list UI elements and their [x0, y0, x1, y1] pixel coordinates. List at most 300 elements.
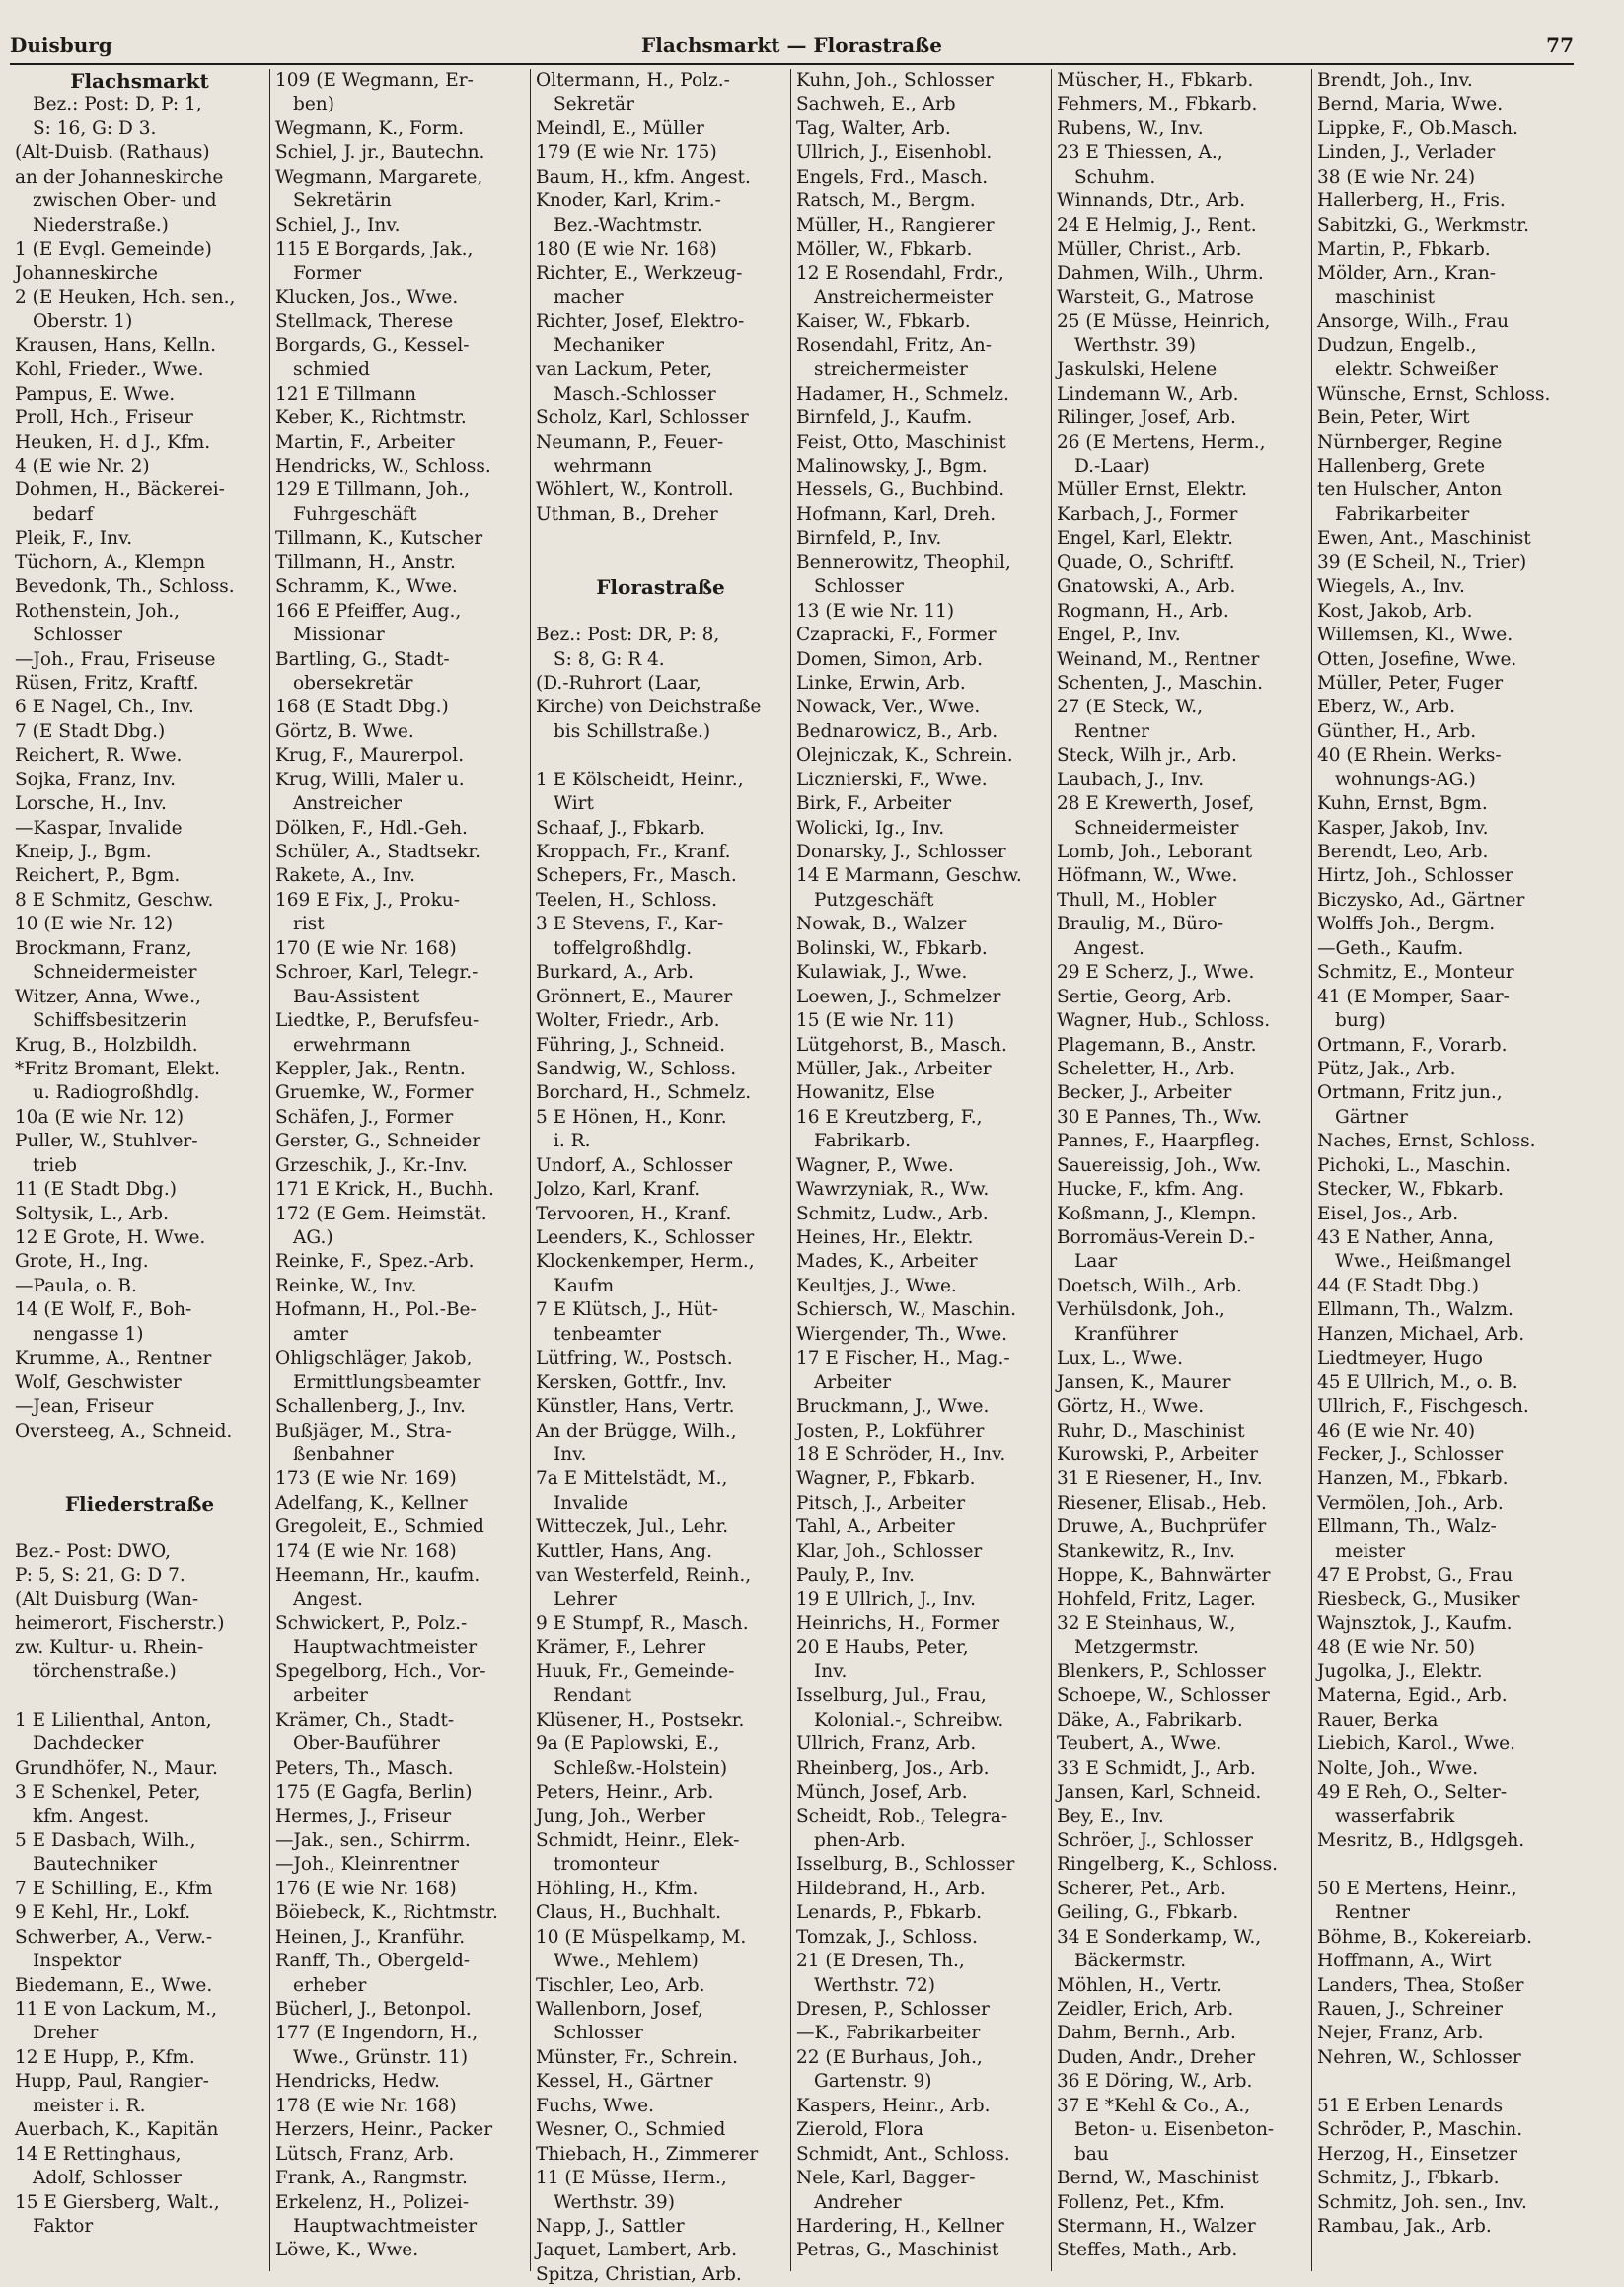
- directory-entry-line: Ruhr, D., Maschinist: [1057, 1420, 1245, 1441]
- directory-entry-line: Biczysko, Ad., Gärtner: [1317, 889, 1525, 911]
- directory-entry-line: Stecker, W., Fbkarb.: [1317, 1179, 1505, 1201]
- directory-entry-line: 1 E Lilienthal, Anton,: [15, 1709, 212, 1731]
- directory-entry-line: wohnungs-AG.): [1335, 769, 1476, 790]
- directory-entry-line: Hallerberg, H., Fris.: [1317, 190, 1506, 212]
- directory-entry-line: Schiel, J. jr., Bautechn.: [275, 142, 485, 164]
- directory-entry-line: Lütgehorst, B., Masch.: [796, 1034, 1007, 1056]
- directory-entry-line: Oltermann, H., Polz.-: [536, 70, 730, 91]
- directory-entry-line: Kroppach, Fr., Kranf.: [536, 842, 731, 862]
- directory-entry-line: Sekretär: [554, 94, 634, 115]
- directory-entry-line: Wagner, P., Fbkarb.: [796, 1468, 976, 1490]
- directory-entry-line: Borchard, H., Schmelz.: [536, 1082, 752, 1104]
- directory-entry-line: Braulig, M., Büro-: [1057, 914, 1224, 935]
- directory-entry-line: Nowack, Ver., Wwe.: [796, 697, 981, 718]
- directory-entry-line: Materna, Egid., Arb.: [1317, 1685, 1508, 1707]
- directory-entry-line: Olejniczak, K., Schrein.: [796, 745, 1013, 767]
- directory-entry-line: Schwerber, A., Verw.-: [15, 1926, 213, 1948]
- directory-entry-line: —Joh., Frau, Friseuse: [15, 648, 216, 670]
- directory-entry-line: Gnatowski, A., Arb.: [1057, 576, 1236, 598]
- directory-entry-line: Eisel, Jos., Arb.: [1317, 1203, 1459, 1224]
- directory-entry-line: Schmitz, Ludw., Arb.: [796, 1203, 989, 1224]
- directory-entry-line: Rendant: [554, 1685, 632, 1707]
- directory-entry-line: 26 (E Mertens, Herm.,: [1057, 431, 1266, 453]
- directory-entry-line: Malinowsky, J., Bgm.: [796, 456, 988, 477]
- directory-entry-line: 115 E Borgards, Jak.,: [275, 239, 474, 260]
- directory-entry-line: Kasper, Jakob, Inv.: [1317, 817, 1489, 839]
- directory-entry-line: Jaquet, Lambert, Arb.: [536, 2240, 737, 2261]
- directory-entry-line: Steffes, Math., Arb.: [1057, 2240, 1238, 2261]
- directory-entry-line: Kranführer: [1074, 1323, 1178, 1345]
- directory-entry-line: Wegmann, Margarete,: [275, 166, 483, 187]
- directory-entry-line: Blenkers, P., Schlosser: [1057, 1660, 1266, 1682]
- directory-entry-line: Müller, Jak., Arbeiter: [796, 1058, 992, 1079]
- directory-entry-line: Gartenstr. 9): [814, 2071, 932, 2093]
- directory-entry-line: Liebich, Karol., Wwe.: [1317, 1734, 1516, 1755]
- directory-entry-line: Schiersch, W., Maschin.: [796, 1299, 1017, 1321]
- directory-entry-line: ben): [293, 94, 334, 115]
- directory-entry-line: Krumme, A., Rentner: [15, 1348, 212, 1369]
- directory-entry-line: Scholz, Karl, Schlosser: [536, 407, 749, 429]
- directory-entry-line: Follenz, Pet., Kfm.: [1057, 2191, 1225, 2213]
- directory-entry-line: 21 (E Dresen, Th.,: [796, 1951, 965, 1972]
- directory-entry-line: Loewen, J., Schmelzer: [796, 986, 1001, 1007]
- directory-entry-line: Richter, E., Werkzeug-: [536, 262, 743, 284]
- header-city: Duisburg: [10, 34, 112, 57]
- directory-entry-line: [536, 552, 785, 575]
- directory-entry-line: Martin, P., Fbkarb.: [1317, 239, 1491, 260]
- directory-entry-line: Gerster, G., Schneider: [275, 1131, 481, 1152]
- directory-entry-line: Quade, O., Schriftf.: [1057, 552, 1235, 573]
- directory-entry-line: an der Johanneskirche: [15, 166, 224, 187]
- directory-entry-line: Uthman, B., Dreher: [536, 503, 718, 525]
- directory-entry-line: Laubach, J., Inv.: [1057, 769, 1205, 790]
- directory-entry-line: Czapracki, F., Former: [796, 625, 997, 646]
- directory-entry-line: van Westerfeld, Reinh.,: [536, 1565, 752, 1586]
- directory-entry-line: Wwe., Mehlem): [554, 1951, 699, 1972]
- directory-entry-line: Bruckmann, J., Wwe.: [796, 1396, 990, 1418]
- directory-entry-line: Rheinberg, Jos., Arb.: [796, 1757, 990, 1779]
- directory-entry-line: Witzer, Anna, Wwe.,: [15, 986, 201, 1007]
- directory-entry-line: Jaskulski, Helene: [1057, 359, 1218, 381]
- directory-entry-line: 27 (E Steck, W.,: [1057, 697, 1203, 718]
- directory-entry-line: Kurowski, P., Arbeiter: [1057, 1443, 1259, 1465]
- directory-entry-line: 6 E Nagel, Ch., Inv.: [15, 697, 194, 718]
- directory-entry-line: Kaspers, Heinr., Arb.: [796, 2095, 991, 2116]
- directory-entry-line: Tillmann, H., Anstr.: [275, 552, 456, 573]
- directory-entry-line: [536, 744, 785, 768]
- directory-entry-line: Führing, J., Schneid.: [536, 1034, 726, 1056]
- directory-entry-line: Kaiser, W., Fbkarb.: [796, 311, 971, 332]
- directory-entry-line: Münster, Fr., Schrein.: [536, 2046, 738, 2068]
- directory-entry-line: Fecker, J., Schlosser: [1317, 1443, 1504, 1465]
- directory-entry-line: Huuk, Fr., Gemeinde-: [536, 1660, 735, 1682]
- directory-entry-line: An der Brügge, Wilh.,: [536, 1420, 737, 1441]
- directory-entry-line: Domen, Simon, Arb.: [796, 648, 984, 670]
- directory-entry-line: Schuhm.: [1074, 166, 1156, 187]
- directory-entry-line: Ullrich, F., Fischgesch.: [1317, 1396, 1529, 1418]
- directory-entry-line: —Jak., sen., Schirrm.: [275, 1829, 471, 1851]
- directory-entry-line: Leenders, K., Schlosser: [536, 1227, 755, 1248]
- directory-entry-line: Grzeschik, J., Kr.-Inv.: [275, 1154, 468, 1176]
- directory-entry-line: Angest.: [293, 1588, 363, 1610]
- directory-entry-line: Grote, H., Ing.: [15, 1251, 149, 1273]
- directory-entry-line: erheber: [293, 1974, 367, 1996]
- directory-entry-line: Herzog, H., Einsetzer: [1317, 2143, 1517, 2165]
- directory-entry-line: Kulawiak, J., Wwe.: [796, 962, 968, 984]
- directory-entry-line: Lux, L., Wwe.: [1057, 1348, 1184, 1369]
- directory-entry-line: 28 E Krewerth, Josef,: [1057, 793, 1255, 815]
- directory-entry-line: Schroer, Karl, Telegr.-: [275, 962, 479, 984]
- directory-entry-line: Isselburg, Jul., Frau,: [796, 1685, 987, 1707]
- directory-entry-line: 168 (E Stadt Dbg.): [275, 697, 449, 718]
- directory-entry-line: Anstreicher: [293, 793, 402, 815]
- directory-entry-line: 14 E Marmann, Geschw.: [796, 865, 1022, 887]
- directory-entry-line: Heemann, Hr., kaufm.: [275, 1565, 480, 1586]
- directory-entry-line: Hanzen, Michael, Arb.: [1317, 1323, 1525, 1345]
- directory-entry-line: Lehrer: [554, 1588, 617, 1610]
- directory-entry-line: Kost, Jakob, Arb.: [1317, 600, 1473, 622]
- directory-entry-line: Mades, K., Arbeiter: [796, 1251, 978, 1273]
- directory-entry-line: 44 (E Stadt Dbg.): [1317, 1275, 1479, 1296]
- directory-entry-line: Fabrikarbeiter: [1335, 503, 1470, 525]
- directory-entry-line: Verhülsdonk, Joh.,: [1057, 1299, 1225, 1321]
- directory-entry-line: Knoder, Karl, Krim.-: [536, 190, 721, 212]
- directory-entry-line: Rogmann, H., Arb.: [1057, 600, 1229, 622]
- directory-entry-line: Naches, Ernst, Schloss.: [1317, 1131, 1536, 1152]
- directory-entry-line: 1 E Kölscheidt, Heinr.,: [536, 769, 744, 790]
- directory-entry-line: 24 E Helmig, J., Rent.: [1057, 214, 1257, 236]
- directory-entry-line: Zeidler, Erich, Arb.: [1057, 1999, 1234, 2020]
- directory-entry-line: Jansen, Karl, Schneid.: [1057, 1782, 1262, 1804]
- directory-entry-line: Hadamer, H., Schmelz.: [796, 383, 1009, 405]
- directory-entry-line: Neumann, P., Feuer-: [536, 431, 724, 453]
- directory-entry-line: 32 E Steinhaus, W.,: [1057, 1613, 1236, 1634]
- directory-entry-line: Ortmann, F., Vorarb.: [1317, 1034, 1508, 1056]
- directory-entry-line: Krämer, Ch., Stadt-: [275, 1709, 455, 1731]
- directory-entry-line: 178 (E wie Nr. 168): [275, 2095, 457, 2116]
- directory-entry-line: Hendricks, Hedw.: [275, 2071, 440, 2093]
- directory-entry-line: Zierold, Flora: [796, 2119, 923, 2141]
- directory-entry-line: Sauereissig, Joh., Ww.: [1057, 1154, 1262, 1176]
- directory-entry-line: Ermittlungsbeamter: [293, 1371, 481, 1393]
- directory-entry-line: Ellmann, Th., Walz-: [1317, 1516, 1497, 1538]
- directory-entry-line: Otten, Josefine, Wwe.: [1317, 648, 1517, 670]
- directory-entry-line: Müller, Peter, Fuger: [1317, 672, 1504, 694]
- street-heading: Fliederstraße: [64, 1491, 215, 1515]
- directory-entry-line: Teelen, H., Schloss.: [536, 889, 717, 911]
- directory-entry-line: Jugolka, J., Elektr.: [1317, 1660, 1483, 1682]
- directory-entry-line: Thiebach, H., Zimmerer: [536, 2143, 759, 2165]
- directory-entry-line: 30 E Pannes, Th., Ww.: [1057, 1106, 1262, 1128]
- directory-entry-line: Birnfeld, P., Inv.: [796, 528, 942, 550]
- directory-entry-line: Bau-Assistent: [293, 986, 420, 1007]
- directory-entry-line: Kuttler, Hans, Ang.: [536, 1540, 712, 1562]
- directory-entry-line: Hohfeld, Fritz, Lager.: [1057, 1588, 1256, 1610]
- directory-entry-line: 9a (E Paplowski, E.,: [536, 1734, 720, 1755]
- street-heading: Flachsmarkt: [70, 69, 209, 93]
- directory-entry-line: Grundhöfer, N., Maur.: [15, 1757, 218, 1779]
- directory-entry-line: Bey, E., Inv.: [1057, 1806, 1164, 1827]
- directory-column: [1312, 69, 1573, 2271]
- directory-entry-line: Engels, Frd., Masch.: [796, 166, 989, 187]
- directory-entry-line: Nele, Karl, Bagger-: [796, 2168, 976, 2189]
- directory-entry-line: Wawrzyniak, R., Ww.: [796, 1179, 990, 1201]
- directory-entry-line: 10 (E Müspelkamp, M.: [536, 1926, 747, 1948]
- directory-entry-line: Soltysik, L., Arb.: [15, 1203, 169, 1224]
- directory-entry-line: Druwe, A., Buchprüfer: [1057, 1516, 1267, 1538]
- directory-entry-line: 109 (E Wegmann, Er-: [275, 70, 474, 91]
- directory-entry-line: Tillmann, K., Kutscher: [275, 528, 483, 550]
- directory-entry-line: Kneip, J., Bgm.: [15, 842, 152, 862]
- directory-entry-line: 47 E Probst, G., Frau: [1317, 1565, 1513, 1586]
- directory-entry-line: Schneidermeister: [1074, 817, 1239, 839]
- directory-entry-line: Schenten, J., Maschin.: [1057, 672, 1263, 694]
- directory-entry-line: Bez.: Post: D, P: 1,: [33, 94, 202, 115]
- directory-entry-line: Kirche) von Deichstraße: [536, 697, 762, 718]
- directory-entry-line: (Alt-Duisb. (Rathaus): [15, 142, 210, 164]
- directory-entry-line: ßenbahner: [293, 1443, 394, 1465]
- directory-entry-line: Wiegels, A., Inv.: [1317, 576, 1465, 598]
- directory-entry-line: Johanneskirche: [15, 262, 158, 284]
- directory-entry-line: 8 E Schmitz, Geschw.: [15, 889, 214, 911]
- directory-entry-line: Lütfring, W., Postsch.: [536, 1348, 733, 1369]
- directory-entry-line: 14 E Rettinghaus,: [15, 2143, 182, 2165]
- directory-entry-line: phen-Arb.: [814, 1829, 906, 1851]
- directory-entry-line: Bolinski, W., Fbkarb.: [796, 937, 988, 959]
- directory-entry-line: Schiffsbesitzerin: [33, 1010, 187, 1032]
- directory-entry-line: Nolte, Joh., Wwe.: [1317, 1757, 1479, 1779]
- directory-entry-line: 7a E Mittelstädt, M.,: [536, 1468, 728, 1490]
- directory-entry-line: Witteczek, Jul., Lehr.: [536, 1516, 729, 1538]
- directory-entry-line: Bartling, G., Stadt-: [275, 648, 450, 670]
- directory-entry-line: 7 E Klütsch, J., Hüt-: [536, 1299, 719, 1321]
- directory-entry-line: Schmidt, Ant., Schloss.: [796, 2143, 1010, 2165]
- directory-entry-line: Möhlen, H., Vertr.: [1057, 1974, 1222, 1996]
- directory-entry-line: Sojka, Franz, Inv.: [15, 769, 177, 790]
- directory-entry-line: Kersken, Gottfr., Inv.: [536, 1371, 727, 1393]
- directory-entry-line: Werthstr. 72): [814, 1974, 935, 1996]
- directory-entry-line: Sabitzki, G., Werkmstr.: [1317, 214, 1529, 236]
- directory-entry-line: Rosendahl, Fritz, An-: [796, 334, 992, 356]
- directory-entry-line: Dohmen, H., Bäckerei-: [15, 480, 225, 501]
- directory-entry-line: 36 E Döring, W., Arb.: [1057, 2071, 1253, 2093]
- directory-entry-line: Keultjes, J., Wwe.: [796, 1275, 957, 1296]
- page-number: 77: [1546, 34, 1574, 57]
- directory-entry-line: amter: [293, 1323, 348, 1345]
- directory-entry-line: 175 (E Gagfa, Berlin): [275, 1782, 473, 1804]
- directory-entry-line: Pannes, F., Haarpfleg.: [1057, 1131, 1261, 1152]
- directory-entry-line: Fabrikarb.: [814, 1131, 912, 1152]
- directory-entry-line: Wöhlert, W., Kontroll.: [536, 480, 734, 501]
- directory-entry-line: 177 (E Ingendorn, H.,: [275, 2023, 479, 2044]
- directory-entry-line: 29 E Scherz, J., Wwe.: [1057, 962, 1255, 984]
- directory-entry-line: Ullrich, J., Eisenhobl.: [796, 142, 993, 164]
- directory-entry-line: Inspektor: [33, 1951, 122, 1972]
- directory-entry-line: Heinen, J., Kranführ.: [275, 1926, 466, 1948]
- directory-entry-line: 5 E Dasbach, Wilh.,: [15, 1829, 196, 1851]
- directory-entry-line: Reichert, P., Bgm.: [15, 865, 181, 887]
- directory-entry-line: Tüchorn, A., Klempn: [15, 552, 206, 573]
- directory-entry-line: 48 (E wie Nr. 50): [1317, 1637, 1476, 1659]
- directory-entry-line: van Lackum, Peter,: [536, 359, 713, 381]
- directory-entry-line: Höhling, H., Kfm.: [536, 1878, 699, 1899]
- directory-entry-line: Meindl, E., Müller: [536, 117, 704, 139]
- directory-entry-line: Ellmann, Th., Walzm.: [1317, 1299, 1513, 1321]
- directory-entry-line: Wwe., Grünstr. 11): [293, 2046, 469, 2068]
- directory-entry-line: 15 E Giersberg, Walt.,: [15, 2191, 220, 2213]
- directory-entry-line: Beton- u. Eisenbeton-: [1074, 2119, 1275, 2141]
- directory-entry-line: Borgards, G., Kessel-: [275, 334, 470, 356]
- directory-entry-line: Warsteit, G., Matrose: [1057, 286, 1254, 308]
- directory-entry-line: 51 E Erben Lenards: [1317, 2095, 1504, 2116]
- directory-entry-line: Gruemke, W., Former: [275, 1082, 474, 1104]
- directory-entry-line: Lippke, F., Ob.Masch.: [1317, 117, 1518, 139]
- directory-entry-line: (D.-Ruhrort (Laar,: [536, 672, 701, 694]
- directory-entry-line: 3 E Stevens, F., Kar-: [536, 914, 724, 935]
- directory-entry-line: Sandwig, W., Schloss.: [536, 1058, 737, 1079]
- directory-entry-line: Ratsch, M., Bergm.: [796, 190, 976, 212]
- directory-entry-line: (Alt Duisburg (Wan-: [15, 1588, 199, 1610]
- directory-entry-line: 46 (E wie Nr. 40): [1317, 1420, 1476, 1441]
- directory-entry-line: Tischler, Leo, Arb.: [536, 1974, 705, 1996]
- directory-entry-line: Schlosser: [814, 576, 904, 598]
- directory-entry-line: Böiebeck, K., Richtmstr.: [275, 1902, 498, 1924]
- directory-entry-line: Brendt, Joh., Inv.: [1317, 70, 1473, 91]
- directory-entry-line: Klockenkemper, Herm.,: [536, 1251, 755, 1273]
- directory-entry-line: Pütz, Jak., Arb.: [1317, 1058, 1456, 1079]
- directory-entry-line: Duden, Andr., Dreher: [1057, 2046, 1256, 2068]
- directory-entry-line: Wajnsztok, J., Kaufm.: [1317, 1613, 1513, 1634]
- directory-entry-line: Günther, H., Arb.: [1317, 720, 1477, 742]
- directory-entry-line: Richter, Josef, Elektro-: [536, 311, 745, 332]
- directory-entry-line: Feist, Otto, Maschinist: [796, 431, 1006, 453]
- directory-entry-line: Hupp, Paul, Rangier-: [15, 2071, 209, 2093]
- directory-entry-line: Schmidt, Heinr., Elek-: [536, 1829, 740, 1851]
- directory-entry-line: Wolffs Joh., Bergm.: [1317, 914, 1496, 935]
- directory-entry-line: Münch, Josef, Arb.: [796, 1782, 968, 1804]
- directory-entry-line: wasserfabrik: [1335, 1806, 1455, 1827]
- directory-entry-line: [1317, 2070, 1568, 2094]
- directory-entry-line: Schlosser: [554, 2023, 643, 2044]
- directory-entry-line: Ringelberg, K., Schloss.: [1057, 1854, 1279, 1876]
- directory-entry-line: Wesner, O., Schmied: [536, 2119, 726, 2141]
- directory-entry-line: Bez.-Wachtmstr.: [554, 214, 702, 236]
- directory-entry-line: Hendricks, W., Schloss.: [275, 456, 491, 477]
- directory-entry-line: Plagemann, B., Anstr.: [1057, 1034, 1257, 1056]
- directory-entry-line: arbeiter: [293, 1685, 368, 1707]
- directory-entry-line: Bernd, W., Maschinist: [1057, 2168, 1259, 2189]
- directory-entry-line: —Joh., Kleinrentner: [275, 1854, 459, 1876]
- directory-entry-line: 40 (E Rhein. Werks-: [1317, 745, 1502, 767]
- directory-entry-line: 9 E Stumpf, R., Masch.: [536, 1613, 749, 1634]
- directory-entry-line: Missionar: [293, 625, 385, 646]
- directory-entry-line: 174 (E wie Nr. 168): [275, 1540, 457, 1562]
- directory-entry-line: elektr. Schweißer: [1335, 359, 1498, 381]
- directory-entry-line: 41 (E Momper, Saar-: [1317, 986, 1510, 1007]
- directory-entry-line: rist: [293, 914, 325, 935]
- directory-entry-line: Oberstr. 1): [33, 311, 133, 332]
- directory-entry-line: 17 E Fischer, H., Mag.-: [796, 1348, 1010, 1369]
- directory-entry-line: Bäckermstr.: [1074, 1951, 1187, 1972]
- directory-entry-line: Birnfeld, J., Kaufm.: [796, 407, 973, 429]
- directory-entry-line: Hauptwachtmeister: [293, 1637, 478, 1659]
- directory-entry-line: Künstler, Hans, Vertr.: [536, 1396, 735, 1418]
- directory-entry-line: Pitsch, J., Arbeiter: [796, 1492, 966, 1513]
- page-header: [10, 30, 1574, 65]
- directory-entry-line: Kessel, H., Gärtner: [536, 2071, 713, 2093]
- directory-entry-line: Auerbach, K., Kapitän: [15, 2119, 219, 2141]
- directory-entry-line: Biedemann, E., Wwe.: [15, 1974, 213, 1996]
- directory-entry-line: 25 (E Müsse, Heinrich,: [1057, 311, 1271, 332]
- directory-entry-line: Oversteeg, A., Schneid.: [15, 1420, 233, 1441]
- directory-entry-line: —Paula, o. B.: [15, 1275, 137, 1296]
- directory-column: [270, 69, 531, 2271]
- directory-entry-line: Krausen, Hans, Kelln.: [15, 334, 216, 356]
- directory-entry-line: Pampus, E. Wwe.: [15, 383, 176, 405]
- directory-entry-line: Tomzak, J., Schloss.: [796, 1926, 978, 1948]
- directory-entry-line: Heinrichs, H., Former: [796, 1613, 1000, 1634]
- directory-entry-line: Nowak, B., Walzer: [796, 914, 967, 935]
- directory-entry-line: Hoppe, K., Bahnwärter: [1057, 1565, 1271, 1586]
- directory-entry-line: Winnands, Dtr., Arb.: [1057, 190, 1246, 212]
- directory-entry-line: Riesbeck, G., Musiker: [1317, 1588, 1520, 1610]
- directory-entry-line: Ansorge, Wilh., Frau: [1317, 311, 1510, 332]
- directory-entry-line: Stankewitz, R., Inv.: [1057, 1540, 1235, 1562]
- directory-entry-line: Bücherl, J., Betonpol.: [275, 1999, 472, 2020]
- directory-entry-line: Dreher: [33, 2023, 99, 2044]
- directory-entry-line: 9 E Kehl, Hr., Lokf.: [15, 1902, 191, 1924]
- directory-entry-line: Klüsener, H., Postsekr.: [536, 1709, 745, 1731]
- directory-entry-line: Wirt: [554, 793, 594, 815]
- directory-entry-line: Stermann, H., Walzer: [1057, 2215, 1256, 2237]
- directory-entry-line: Schmitz, J., Fbkarb.: [1317, 2168, 1500, 2189]
- directory-entry-line: Engel, Karl, Elektr.: [1057, 528, 1233, 550]
- directory-entry-line: [536, 600, 785, 624]
- directory-entry-line: Hucke, F., kfm. Ang.: [1057, 1179, 1245, 1201]
- directory-entry-line: Rauer, Berka: [1317, 1709, 1439, 1731]
- directory-entry-line: S: 8, G: R 4.: [554, 648, 665, 670]
- directory-entry-line: 31 E Riesener, H., Inv.: [1057, 1468, 1263, 1490]
- directory-entry-line: Riesener, Elisab., Heb.: [1057, 1492, 1267, 1513]
- directory-entry-line: Lorsche, H., Inv.: [15, 793, 167, 815]
- directory-entry-line: Rilinger, Josef, Arb.: [1057, 407, 1236, 429]
- directory-entry-line: 43 E Nather, Anna,: [1317, 1227, 1494, 1248]
- directory-entry-line: heimerort, Fischerstr.): [15, 1613, 225, 1634]
- directory-entry-line: [15, 1467, 264, 1491]
- directory-entry-line: Landers, Thea, Stoßer: [1317, 1974, 1524, 1996]
- directory-entry-line: Laar: [1074, 1251, 1118, 1273]
- directory-entry-line: Birk, F., Arbeiter: [796, 793, 952, 815]
- directory-entry-line: Liedtmeyer, Hugo: [1317, 1348, 1483, 1369]
- directory-entry-line: Wallenborn, Josef,: [536, 1999, 703, 2020]
- directory-entry-line: Tag, Walter, Arb.: [796, 117, 951, 139]
- directory-entry-line: 5 E Hönen, H., Konr.: [536, 1106, 727, 1128]
- directory-entry-line: törchenstraße.): [33, 1660, 177, 1682]
- directory-entry-line: Heuken, H. d J., Kfm.: [15, 431, 211, 453]
- directory-entry-line: Spitza, Christian, Arb.: [536, 2263, 742, 2285]
- directory-entry-line: Kaufm: [554, 1275, 615, 1296]
- directory-entry-line: Putzgeschäft: [814, 889, 934, 911]
- directory-entry-line: Faktor: [33, 2215, 94, 2237]
- directory-entry-line: Schmitz, E., Monteur: [1317, 962, 1514, 984]
- directory-entry-line: Mesritz, B., Hdlgsgeh.: [1317, 1829, 1525, 1851]
- directory-entry-line: 22 (E Burhaus, Joh.,: [796, 2046, 983, 2068]
- directory-entry-line: —Jean, Friseur: [15, 1396, 154, 1418]
- directory-entry-line: Schröder, P., Maschin.: [1317, 2119, 1523, 2141]
- directory-entry-line: Engel, P., Inv.: [1057, 625, 1181, 646]
- directory-entry-line: Schlosser: [33, 625, 122, 646]
- directory-entry-line: Baum, H., kfm. Angest.: [536, 166, 751, 187]
